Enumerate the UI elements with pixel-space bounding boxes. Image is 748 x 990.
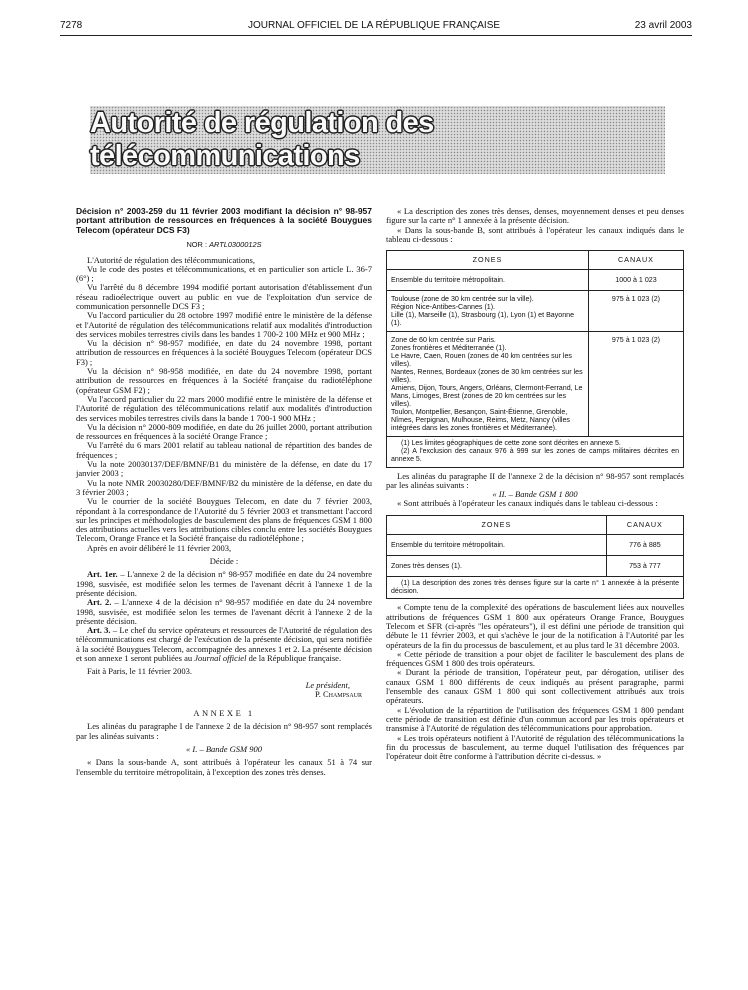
paragraph: « Sont attribués à l'opérateur les canaux indiqués dans le tableau ci-dessous : [397, 498, 658, 509]
table-row [387, 555, 684, 576]
paragraph: « Compte tenu de la complexité des opérations de basculement liées aux nouvelles attributions de fréquences GSM 1 800 aux opérateurs Orange France, Bouygues Telecom et SFR (ci-après "les opérateurs"), il est défini une période de transition qui débute le 11 février 2003, et qui s'achève le jour de la notification à l'Autorité par les opérateurs de la fin du processus de basculement, et au plus tard le 31 décembre 2003. [386, 602, 684, 650]
right-column [386, 207, 684, 761]
paragraph: Vu la note 20030137/DEF/BMNF/B1 du ministère de la défense, en date du 17 janvier 2003 ; [76, 459, 372, 479]
paragraph: Vu l'arrêté du 8 décembre 1994 modifié portant autorisation d'établissement d'un réseau radioélectrique ouvert au public en vue de l'exploitation d'un service de communication personnelle DCS F3 ; [76, 282, 372, 311]
paragraph: Vu la décision n° 2000-809 modifiée, en date du 26 juillet 2000, portant attribution de ressources en fréquences à la société Orange France ; [76, 421, 372, 442]
nor-reference: NOR : ARTL0300012S [186, 240, 262, 250]
page-number: 7278 [60, 20, 83, 31]
decide-heading: Décide : [209, 556, 239, 567]
bande-900-heading: « I. – Bande GSM 900 [185, 744, 262, 755]
signature-place-date: Fait à Paris, le 11 février 2003. [87, 666, 192, 677]
paragraph: Vu la note NMR 20030280/DEF/BMNF/B2 du ministère de la défense, en date du 3 février 2003 ; [76, 477, 372, 497]
table-cell: Zone de 60 km centrée sur Paris. Zones frontières et Méditerranée (1). Le Havre, Caen, Rouen (zones de 40 km centrées sur les villes). Nantes, Rennes, Bordeaux (zones de 30 km centrées sur les villes). Amiens, Dijon, Tours, Angers, Orléans, Clermont-Ferrand, Le Mans, Limoges, Brest (zones de 20 km centrées sur les villes). Toulon, Montpellier, Besançon, Saint-Étienne, Grenoble, Nîmes, Perpignan, Mulhouse, Reims, Metz, Nancy (villes intégrées dans les zones frontières et Méditerranée). [387, 332, 589, 437]
table-cell: 753 à 777 [606, 555, 683, 576]
table-header: ZONES [387, 515, 607, 534]
table-cell: Ensemble du territoire métropolitain. [387, 270, 589, 291]
table-row [387, 270, 684, 291]
table-header: CANAUX [588, 251, 683, 270]
paragraph: Vu le courrier de la société Bouygues Telecom, en date du 7 février 2003, répondant à la correspondance de l'Autorité du 5 février 2003 et transmettant l'accord sur les principes et méthodologies de basculement des plans de fréquences GSM 1 800 des attributions actuelles vers les attributions cibles conclu entre les sociétés Bouygues Telecom, Orange France et la Société française du radiotéléphone ; [76, 496, 372, 544]
header-rule [60, 35, 692, 36]
signature-name: P. Champsaur [314, 688, 362, 699]
table-note: (2) A l'exclusion des canaux 976 à 999 sur les zones de camps militaires décrites en annexe 5. [391, 447, 679, 463]
paragraph: « L'évolution de la répartition de l'utilisation des fréquences GSM 1 800 pendant cette période de transition est définie d'un commun accord par les trois opérateurs et transmise à l'Autorité de régulation des télécommunications pour approbation. [386, 704, 684, 734]
table-row [387, 332, 684, 437]
paragraph: Après en avoir délibéré le 11 février 2003, [87, 542, 232, 553]
table-row [387, 291, 684, 332]
table-header: CANAUX [606, 515, 683, 534]
paragraph: Vu le code des postes et télécommunications, et en particulier son article L. 36-7 (6°) ; [76, 263, 372, 284]
paragraph: « Dans la sous-bande B, sont attribués à l'opérateur les canaux indiqués dans le tableau ci-dessous : [386, 224, 684, 244]
paragraph: Les alinéas du paragraphe II de l'annexe 2 de la décision n° 98-957 sont remplacés par les alinéas suivants : [386, 470, 684, 490]
paragraph: Vu la décision n° 98-957 modifiée, en date du 24 novembre 1998, portant attribution de ressources en fréquences à la société Bouygues Telecom (opérateur DCS F3) ; [76, 338, 372, 367]
paragraph: Vu l'accord particulier du 22 mars 2000 modifié entre le ministère de la défense et l'Autorité de régulation des télécommunications relatif aux modalités d'introduction des services mobiles terrestres civils dans la bande 1 700-1 900 MHz ; [76, 393, 372, 423]
paragraph: Vu l'arrêté du 6 mars 2001 relatif au tableau national de répartition des bandes de fréquences ; [76, 440, 372, 460]
channels-table-1800 [386, 515, 684, 600]
decision-title: Décision n° 2003-259 du 11 février 2003 modifiant la décision n° 98-957 portant attribution de ressources en fréquences à la société Bouygues Telecom (opérateur DCS F3) [76, 206, 372, 235]
article-2: Art. 2. – L'annexe 4 de la décision n° 98-957 modifiée en date du 24 novembre 1998, susvisée, est modifiée selon les termes de l'avenant décrit à l'annexe 2 de la présente décision. [76, 597, 372, 626]
table-header: ZONES [387, 251, 589, 270]
bande-1800-heading: « II. – Bande GSM 1 800 [492, 489, 578, 500]
table-notes [387, 576, 684, 599]
left-column [76, 207, 372, 777]
table-cell: Ensemble du territoire métropolitain. [387, 534, 607, 555]
paragraph: Vu l'accord particulier du 28 octobre 1997 modifié entre le ministère de la défense et l'Autorité de régulation des télécommunications relatif aux modalités d'introduction des services mobiles terrestres civils dans les bandes 1 700-2 100 MHz et 900 MHz ; [76, 310, 372, 339]
paragraph: « La description des zones très denses, denses, moyennement denses et peu denses figure sur la carte n° 1 annexée à la présente décision. [386, 206, 684, 226]
table-notes [387, 437, 684, 467]
table-cell: 1000 à 1 023 [588, 270, 683, 291]
paragraph: « Cette période de transition a pour objet de faciliter le basculement des plans de fréquences GSM 1 800 des trois opérateurs. [386, 648, 684, 669]
table-cell: Zones très denses (1). [387, 555, 607, 576]
table-row [387, 534, 684, 555]
table-cell: 975 à 1 023 (2) [588, 332, 683, 437]
publication-date: 23 avril 2003 [634, 20, 692, 31]
paragraph: Vu la décision n° 98-958 modifiée, en date du 24 novembre 1998, portant attribution de ressources en fréquences à la Société française du radiotéléphone (opérateur GSM F2) ; [76, 366, 372, 395]
table-note: (1) Les limites géographiques de cette zone sont décrites en annexe 5. [401, 440, 621, 448]
signature-role: Le président, [305, 679, 350, 690]
table-cell: 975 à 1 023 (2) [588, 291, 683, 332]
paragraph: L'Autorité de régulation des télécommunications, [87, 254, 255, 265]
table-note: (1) La description des zones très denses figure sur la carte n° 1 annexée à la présente décision. [391, 579, 679, 595]
annexe-title: ANNEXE 1 [193, 708, 255, 719]
authority-banner [90, 106, 665, 174]
journal-title: JOURNAL OFFICIEL DE LA RÉPUBLIQUE FRANÇAISE [247, 20, 501, 31]
paragraph: « Dans la sous-bande A, sont attribués à l'opérateur les canaux 51 à 74 sur l'ensemble du territoire métropolitain, à l'exception des zones très denses. [76, 757, 372, 777]
paragraph: « Les trois opérateurs notifient à l'Autorité de régulation des télécommunications la fin du processus de basculement, au terme duquel l'utilisation des fréquences par l'opérateur doit être conforme à l'attribution décrite ci-dessus. » [386, 732, 684, 762]
table-cell: 776 à 885 [606, 534, 683, 555]
channels-table-900 [386, 250, 684, 467]
article-3: Art. 3. – Le chef du service opérateurs et ressources de l'Autorité de régulation des télécommunications est chargé de l'exécution de la présente décision, qui sera notifiée à la société Bouygues Telecom, accompagnée des annexes 1 et 2. La présente décision et son annexe 1 seront publiées au Journal officiel de la République française. [76, 625, 372, 663]
banner-title: Autorité de régulation des télécommunications [90, 107, 434, 172]
paragraph: Les alinéas du paragraphe I de l'annexe 2 de la décision n° 98-957 sont remplacés par les alinéas suivants : [76, 721, 372, 741]
table-cell: Toulouse (zone de 30 km centrée sur la ville). Région Nice-Antibes-Cannes (1). Lille (1), Marseille (1), Strasbourg (1), Lyon (1) et Bayonne (1). [387, 291, 589, 332]
paragraph: « Durant la période de transition, l'opérateur peut, par dérogation, utiliser des canaux GSM 1 800 différents de ceux indiqués au présent paragraphe, parmi l'ensemble des canaux GSM 1 800 qui sont collectivement attribués aux trois opérateurs. [386, 667, 684, 706]
article-1: Art. 1er. – L'annexe 2 de la décision n° 98-957 modifiée en date du 24 novembre 1998, susvisée, est modifiée selon les termes de l'avenant décrit à l'annexe 1 de la présente décision. [76, 569, 372, 598]
